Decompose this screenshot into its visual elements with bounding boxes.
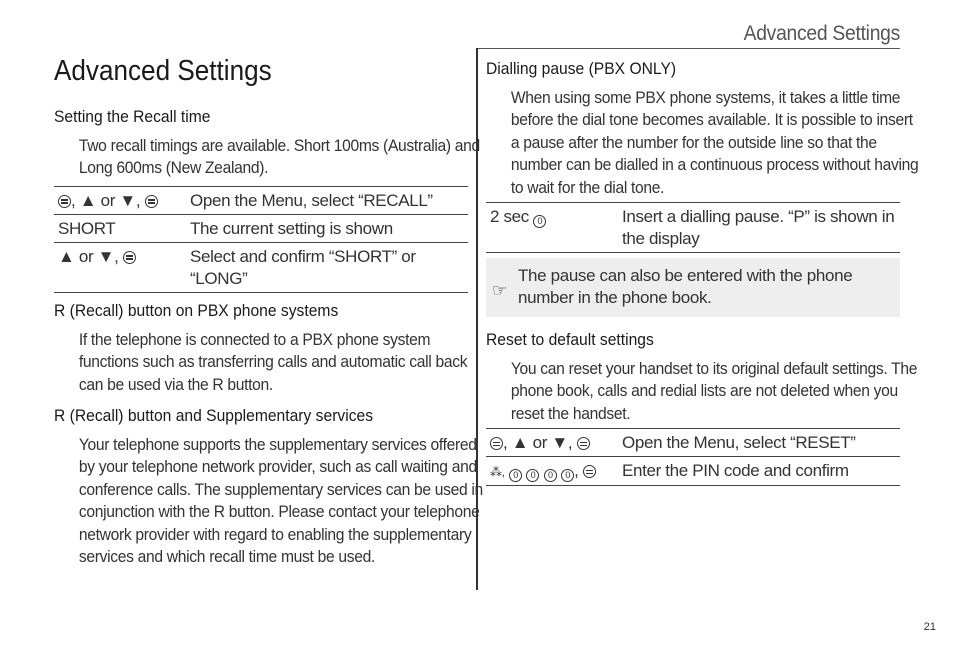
note-text: The pause can also be entered with the phone number in the phone book. [518, 266, 853, 308]
page-title: Advanced Settings [54, 55, 272, 87]
step-desc: Enter the PIN code and confirm [618, 457, 900, 486]
page-number: 21 [923, 621, 936, 633]
step-keys: , ▲ or ▼, [54, 186, 186, 214]
digit-key-icon: 0 [509, 469, 522, 482]
step-desc: The current setting is shown [186, 214, 468, 242]
right-column [486, 58, 919, 486]
menu-key-icon [490, 437, 503, 450]
table-row [54, 186, 468, 214]
reset-heading: Reset to default settings [486, 330, 654, 350]
table-row [486, 429, 900, 457]
table-row [54, 214, 468, 242]
digit-key-icon: 0 [561, 469, 574, 482]
dialling-pause-heading: Dialling pause (PBX ONLY) [486, 59, 677, 78]
step-keys: SHORT [54, 214, 186, 242]
left-column [54, 106, 483, 568]
step-keys: ⁂, 0 0 0 0 , [486, 457, 618, 486]
menu-key-icon [583, 465, 596, 478]
menu-key-icon [58, 195, 71, 208]
pause-steps-table [486, 202, 900, 253]
step-desc: Insert a dialling pause. “P” is shown in the display [618, 203, 900, 253]
step-keys: ▲ or ▼, [54, 242, 186, 292]
step-keys: , ▲ or ▼, [486, 429, 618, 457]
menu-key-icon [145, 195, 158, 208]
recall-steps-table [54, 186, 468, 293]
table-row [486, 457, 900, 486]
digit-key-icon: 0 [526, 469, 539, 482]
table-row [54, 242, 468, 292]
digit-key-icon: 0 [533, 215, 546, 228]
pbx-recall-text: If the telephone is connected to a PBX phone system functions such as transferring calls and automatic call back can be used via the R button. [78, 329, 468, 394]
running-header: Advanced Settings [743, 22, 900, 45]
reset-steps-table [486, 428, 900, 486]
reset-text: You can reset your handset to its original default settings. The phone book, calls and redial lists are not deleted when you reset the handset. [510, 359, 918, 423]
step-keys: 2 sec 0 [486, 203, 618, 253]
recall-time-text: Two recall timings are available. Short 100ms (Australia) and Long 600ms (New Zealand). [78, 136, 480, 178]
supplementary-text: Your telephone supports the supplementary services offered by your telephone network provider, such as call waiting and conference calls. The supplementary services can be used in conjunction with the R button. Please contact your telephone network provider with regard to enabling the supplementary services and which recall time must be used. [78, 435, 483, 567]
menu-key-icon [123, 251, 136, 264]
supplementary-heading: R (Recall) button and Supplementary services [54, 406, 374, 426]
recall-time-heading: Setting the Recall time [54, 107, 211, 126]
step-desc: Open the Menu, select “RECALL” [186, 186, 468, 214]
note-box [486, 258, 900, 317]
digit-key-icon: 0 [544, 469, 557, 482]
step-desc: Select and confirm “SHORT” or “LONG” [186, 242, 468, 292]
pbx-recall-heading: R (Recall) button on PBX phone systems [54, 300, 339, 320]
menu-key-icon [577, 437, 590, 450]
dialling-pause-text: When using some PBX phone systems, it takes a little time before the dial tone becomes available. It is possible to insert a pause after the number for the outside line so that the number can be dialled in a continuous process without having to wait for the dial tone. [510, 88, 919, 197]
step-desc: Open the Menu, select “RESET” [618, 429, 900, 457]
header-rule [476, 48, 900, 49]
pin-key-icon: ⁂, [490, 465, 505, 480]
pointing-hand-icon: ☞ [492, 281, 507, 301]
table-row [486, 203, 900, 253]
